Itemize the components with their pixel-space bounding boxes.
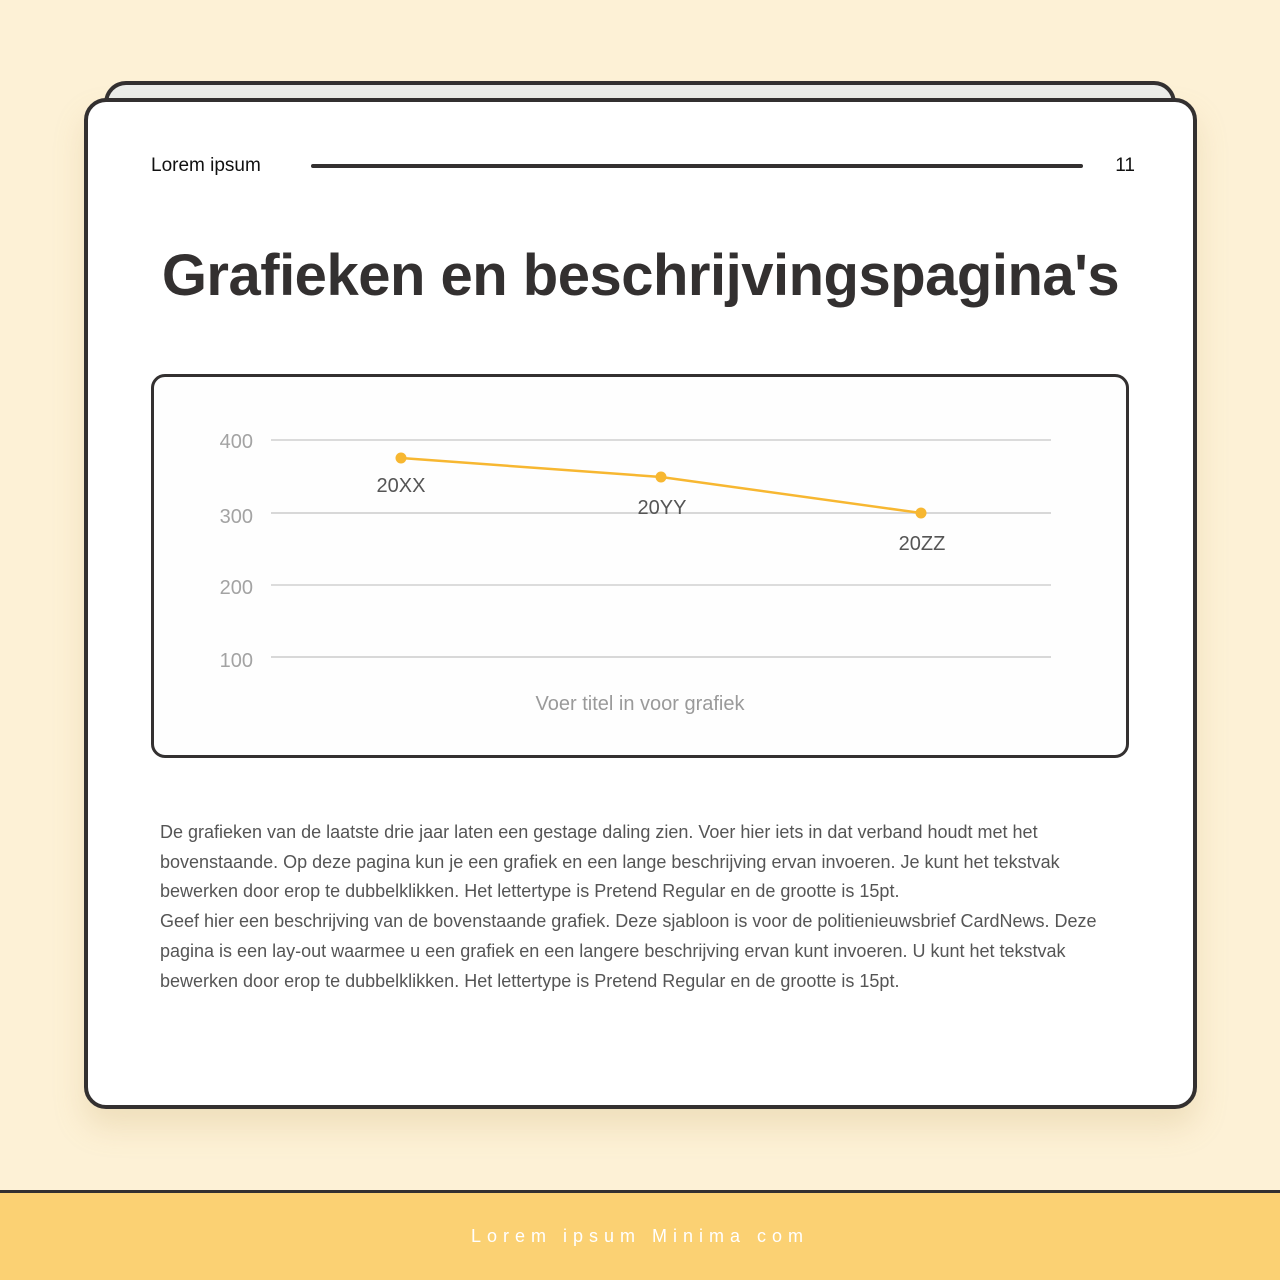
- y-tick: 400: [219, 431, 253, 453]
- header-divider: [311, 164, 1083, 168]
- y-tick: 200: [219, 577, 253, 599]
- y-tick: 300: [219, 506, 253, 528]
- header-label: Lorem ipsum: [151, 155, 261, 176]
- point-label: 20ZZ: [898, 533, 946, 555]
- y-tick: 100: [219, 650, 253, 672]
- description-paragraph: De grafieken van de laatste drie jaar laten een gestage daling zien. Voer hier iets in dat verband houdt met het bovenstaande. Op deze pagina kun je een grafiek en een lange beschrijving ervan invoeren. Je kunt het tekstvak bewerken door erop te dubbelklikken. Het lettertype is Pretend Regular en de grootte is 15pt.: [160, 822, 1060, 902]
- point-label: 20XX: [376, 475, 426, 497]
- data-point: [656, 472, 667, 483]
- description-text: [160, 818, 1130, 996]
- data-point: [916, 508, 927, 519]
- card-header: [151, 152, 1135, 180]
- y-axis-ticks: [220, 431, 253, 672]
- page-number: 11: [1115, 155, 1135, 176]
- description-paragraph: Geef hier een beschrijving van de bovenstaande grafiek. Deze sjabloon is voor de politienieuwsbrief CardNews. Deze pagina is een lay-out waarmee u een grafiek en een langere beschrijving ervan kunt invoeren. U kunt het tekstvak bewerken door erop te dubbelklikken. Het lettertype is Pretend Regular en de grootte is 15pt.: [160, 911, 1097, 991]
- chart-title: Voer titel in voor grafiek: [535, 693, 745, 715]
- footer-bar: [0, 1190, 1280, 1280]
- line-chart: [151, 374, 1129, 758]
- point-label: 20YY: [637, 497, 687, 519]
- page-title: Grafieken en beschrijvingspagina's: [161, 243, 1120, 308]
- footer-text: Lorem ipsum Minima com: [470, 1226, 810, 1246]
- content-card: [84, 98, 1197, 1109]
- data-point: [396, 453, 407, 464]
